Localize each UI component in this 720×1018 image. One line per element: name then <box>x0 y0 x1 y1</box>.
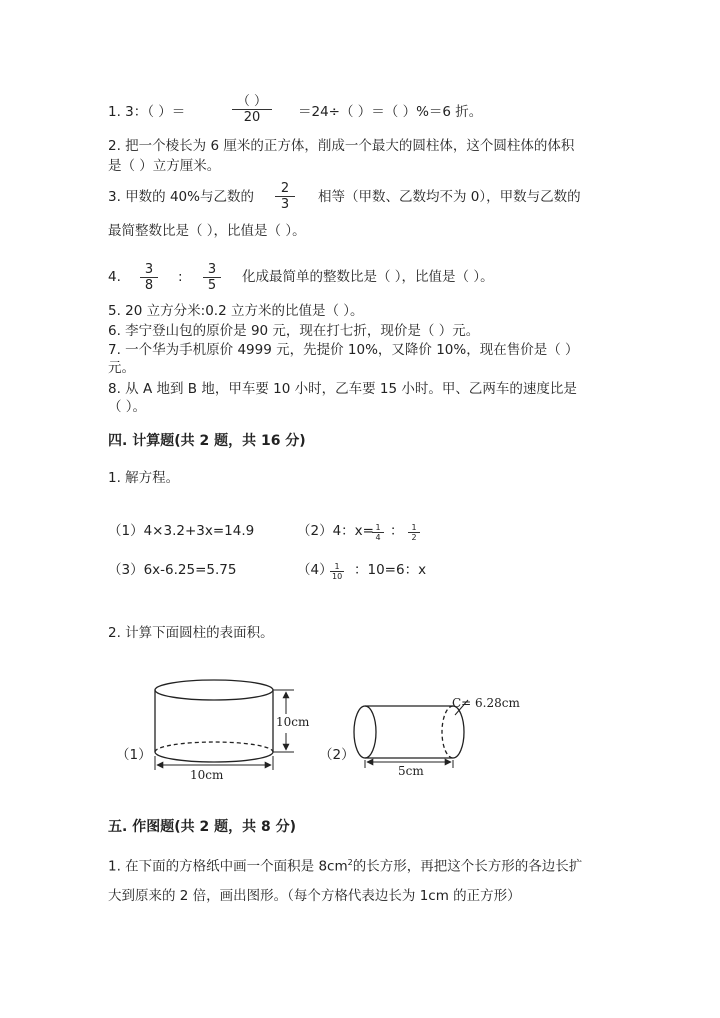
cylinder-1 <box>155 680 273 762</box>
q3-line2: 最简整数比是（ ），比值是（ ）。 <box>108 223 306 239</box>
q3-frac-den: 3 <box>280 197 290 212</box>
cylinder-1-bottom-back <box>155 742 273 752</box>
q1-label: 1. 3：（ ）＝ <box>108 104 186 120</box>
q4-f2-num: 3 <box>203 262 221 278</box>
q7-line1: 7. 一个华为手机原价 4999 元，先提价 10%，又降价 10%，现在售价是（ ） <box>108 342 579 358</box>
circumference-label: C= 6.28cm <box>452 696 520 710</box>
q3-frac-num: 2 <box>275 181 295 197</box>
section4-p1: 1. 解方程。 <box>108 470 180 486</box>
q1-tail: ＝24÷（ ）＝（ ）%＝6 折。 <box>298 104 483 120</box>
section5-p1-line1 <box>108 854 582 876</box>
equation-4-post: ：10=6：x <box>354 562 427 578</box>
section5-p1-line2: 大到原来的 2 倍，画出图形。（每个方格代表边长为 1cm 的正方形） <box>108 888 521 904</box>
eq4-f-den: 10 <box>332 572 343 581</box>
section4-title: 四. 计算题(共 2 题，共 16 分) <box>108 433 306 449</box>
eq4-f-num: 1 <box>330 562 344 572</box>
q4-fraction-2 <box>203 262 221 293</box>
cylinder-1-bottom-front <box>155 752 273 762</box>
cylinder-2-left-ellipse <box>354 706 376 758</box>
q5: 5. 20 立方分米:0.2 立方米的比值是（ ）。 <box>108 303 364 319</box>
section5-p1-pre: 1. 在下面的方格纸中画一个面积是 8cm <box>108 858 348 875</box>
q4-number: 4. <box>108 269 121 285</box>
equation-1: （1）4×3.2+3x=14.9 <box>108 523 255 539</box>
q4-f2-den: 5 <box>207 278 217 293</box>
eq2-f2-num: 1 <box>408 523 420 533</box>
q1-frac-num: （ ） <box>232 94 272 110</box>
q1-fraction <box>232 94 272 125</box>
q4-f1-num: 3 <box>140 262 158 278</box>
q4-colon: : <box>178 269 183 285</box>
q7-line2: 元。 <box>108 360 135 376</box>
q3-post: 相等（甲数、乙数均不为 0），甲数与乙数的 <box>318 189 581 205</box>
q8-line2: （ ）。 <box>108 399 147 415</box>
q6: 6. 李宁登山包的原价是 90 元，现在打七折，现价是（ ）元。 <box>108 323 480 339</box>
q3-fraction <box>275 181 295 212</box>
eq2-f1-den: 4 <box>375 533 381 542</box>
q2-line1: 2. 把一个棱长为 6 厘米的正方体，削成一个最大的圆柱体，这个圆柱体的体积 <box>108 138 575 154</box>
q4-fraction-1 <box>140 262 158 293</box>
cylinder-2-right-front <box>453 706 464 758</box>
q3-pre: 3. 甲数的 40%与乙数的 <box>108 189 254 205</box>
equation-4-frac <box>330 562 344 581</box>
equation-2-colon: ： <box>390 523 404 539</box>
figure2-label: （2） <box>319 747 355 763</box>
figure1-label: （1） <box>116 747 152 763</box>
cylinder-1-top-ellipse <box>155 680 273 700</box>
squared-superscript: 2 <box>347 858 353 867</box>
length-label: 5cm <box>398 764 424 778</box>
q1-frac-den: 20 <box>243 110 261 125</box>
eq2-f2-den: 2 <box>411 533 417 542</box>
height-label: 10cm <box>276 715 310 729</box>
section4-p2: 2. 计算下面圆柱的表面积。 <box>108 625 274 641</box>
q4-f1-den: 8 <box>144 278 154 293</box>
q2-line2: 是（ ）立方厘米。 <box>108 158 221 174</box>
equation-2-frac-1 <box>372 523 384 542</box>
cylinder-2-right-back <box>442 706 453 758</box>
section5-title: 五. 作图题(共 2 题，共 8 分) <box>108 819 296 835</box>
cylinder-2 <box>354 706 464 758</box>
section5-p1-post: 的长方形，再把这个长方形的各边长扩 <box>352 858 583 875</box>
equation-2-pre: （2）4：x= <box>297 523 374 539</box>
diameter-label: 10cm <box>190 768 224 782</box>
equation-4-pre: （4） <box>297 562 333 578</box>
equation-2-frac-2 <box>408 523 420 542</box>
q8-line1: 8. 从 A 地到 B 地，甲车要 10 小时，乙车要 15 小时。甲、乙两车的速度比是 <box>108 381 577 397</box>
equation-3: （3）6x-6.25=5.75 <box>108 562 237 578</box>
eq2-f1-num: 1 <box>372 523 384 533</box>
q4-post: 化成最简单的整数比是（ ），比值是（ ）。 <box>242 269 494 285</box>
